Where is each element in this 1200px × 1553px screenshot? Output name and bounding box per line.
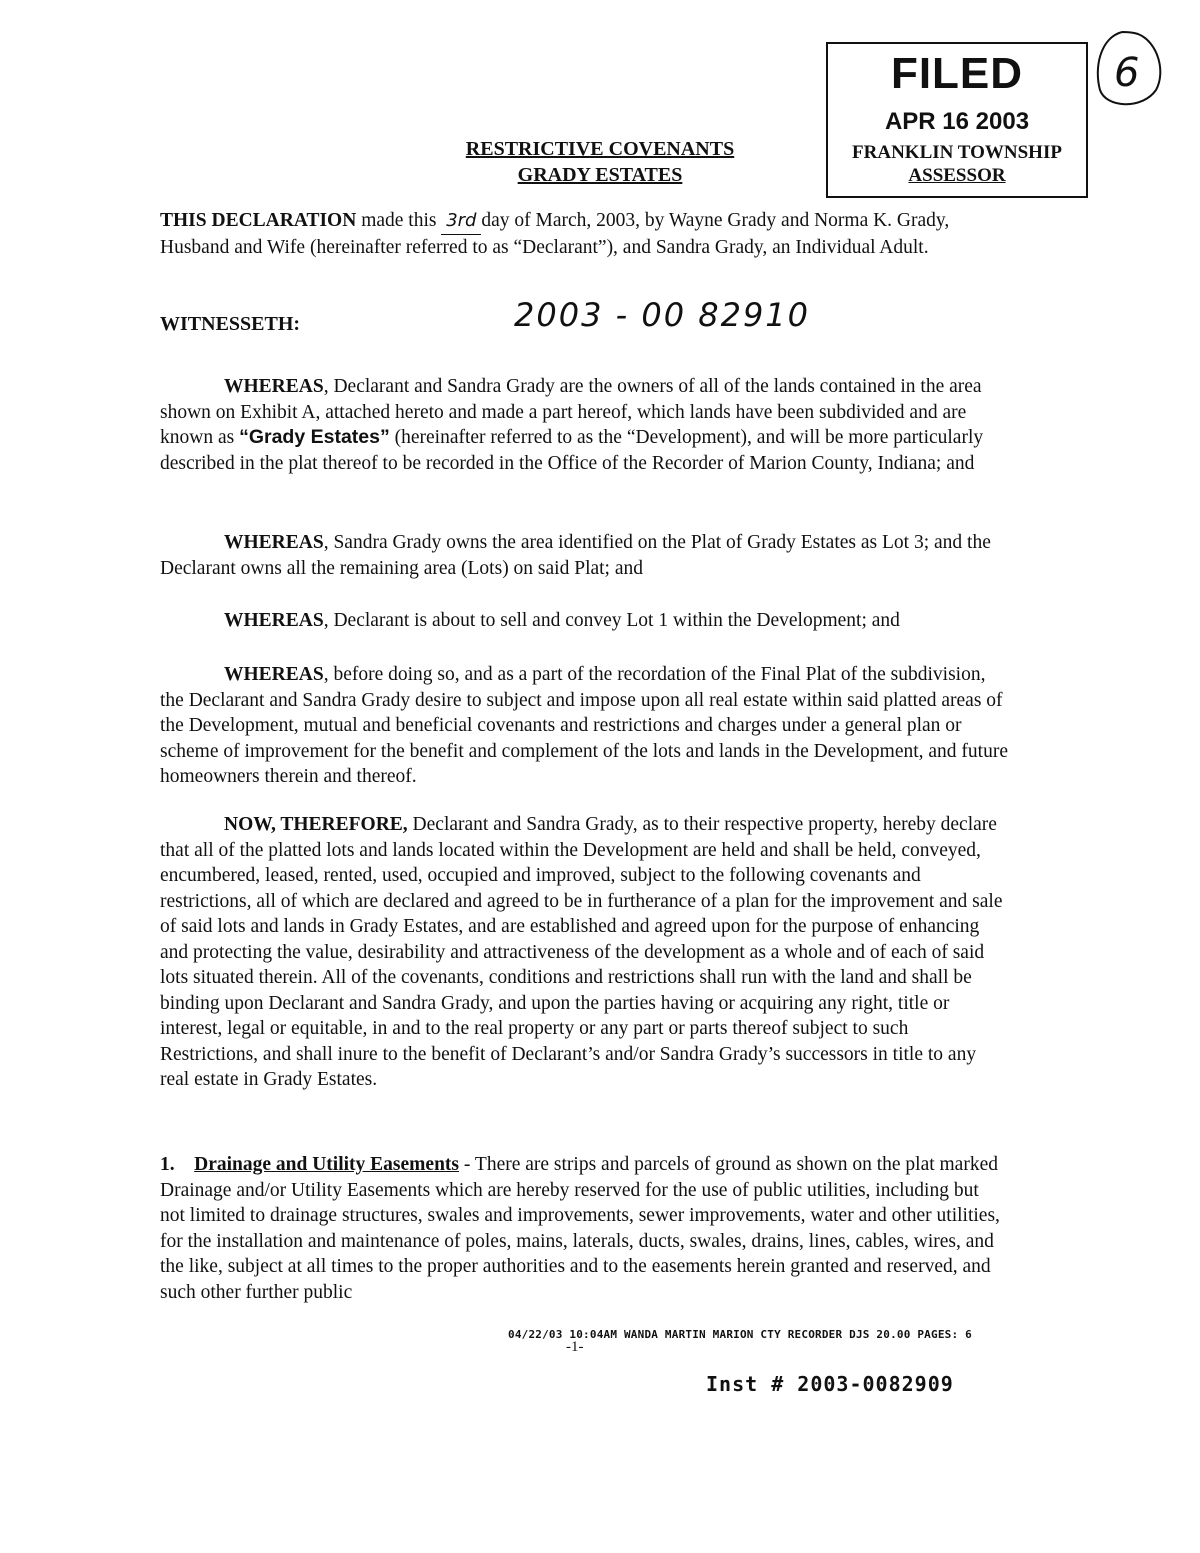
whereas-3-text: , Declarant is about to sell and convey Lot 1 within the Development; and bbox=[323, 610, 900, 631]
declaration-rest: day of March, 2003, by Wayne Grady and Norma K. Grady, Husband and Wife (hereinafter referred to as “Declarant”), and Sandra Grady, an Individual Adult. bbox=[160, 210, 950, 258]
whereas-1-lead: WHEREAS bbox=[224, 376, 324, 397]
whereas-paragraph-1 bbox=[160, 374, 1008, 476]
declaration-day-handwritten: 3rd bbox=[441, 208, 481, 235]
title-line2: GRADY ESTATES bbox=[517, 164, 683, 186]
section-1-dash: - bbox=[459, 1154, 475, 1175]
declaration-paragraph bbox=[160, 208, 1008, 260]
stamp-office-line2: ASSESSOR bbox=[908, 165, 1006, 186]
section-1-paragraph bbox=[160, 1152, 1008, 1305]
stamp-date: APR 16 2003 bbox=[884, 108, 1030, 135]
whereas-paragraph-2 bbox=[160, 530, 1008, 581]
instrument-number: Inst # 2003-0082909 bbox=[706, 1372, 954, 1396]
stamp-filed-text: FILED bbox=[890, 49, 1024, 98]
handwritten-document-number: 2003 - 00 82910 bbox=[514, 296, 811, 334]
document-title bbox=[440, 136, 760, 188]
page-marker-text: 6 bbox=[1114, 50, 1140, 96]
whereas-4-text: , before doing so, and as a part of the recordation of the Final Plat of the subdivision, the Declarant and Sandra Grady desire to subject and impose upon all real estate within said platted areas of the Development, mutual and beneficial covenants and restrictions and charges under a general plan or scheme of improvement for the benefit and complement of the lots and lands in the Development, and future homeowners therein and thereof. bbox=[160, 664, 1008, 787]
declaration-made-this: made this bbox=[356, 210, 442, 231]
recorder-stamp-line: 04/22/03 10:04AM WANDA MARTIN MARION CTY RECORDER DJS 20.00 PAGES: 6 bbox=[508, 1328, 972, 1341]
section-1-number: 1. bbox=[160, 1154, 175, 1175]
handwritten-page-marker bbox=[1092, 28, 1164, 110]
page-number: -1- bbox=[566, 1339, 584, 1355]
section-1-heading: Drainage and Utility Easements bbox=[194, 1154, 459, 1175]
whereas-2-text: , Sandra Grady owns the area identified on the Plat of Grady Estates as Lot 3; and the Declarant owns all the remaining area (Lots) on said Plat; and bbox=[160, 532, 991, 579]
whereas-2-lead: WHEREAS bbox=[224, 532, 324, 553]
stamp-office-line1: FRANKLIN TOWNSHIP bbox=[852, 142, 1062, 163]
now-therefore-text: Declarant and Sandra Grady, as to their respective property, hereby declare that all of the platted lots and lands located within the Development are held and shall be held, conveyed, encumbered, leased, rented, used, occupied and improved, subject to the following covenants and restrictions, all of which are declared and agreed to be in furtherance of a plan for the improvement and sale of said lots and lands in Grady Estates, and are established and agreed upon for the purpose of enhancing and protecting the value, desirability and attractiveness of the development as a whole and of each of said lots situated therein. All of the covenants, conditions and restrictions shall run with the land and shall be binding upon Declarant and Sandra Grady, and upon the parties having or acquiring any right, title or interest, legal or equitable, in and to the real property or any part or parts thereof subject to such Restrictions, and shall inure to the benefit of Declarant’s and/or Sandra Grady’s successors in title to any real estate in Grady Estates. bbox=[160, 814, 1003, 1090]
whereas-paragraph-3 bbox=[160, 608, 1008, 634]
whereas-1-text2: (hereinafter referred to as the “Development), and will be more particularly described in the plat thereof to be recorded in the Office of the Recorder of Marion County, Indiana; and bbox=[160, 427, 984, 474]
now-therefore-lead: NOW, THEREFORE, bbox=[224, 814, 408, 835]
whereas-1-name: “Grady Estates” bbox=[239, 426, 390, 448]
title-line1: RESTRICTIVE COVENANTS bbox=[465, 138, 735, 160]
whereas-1-text1: , Declarant and Sandra Grady are the owners of all of the lands contained in the area shown on Exhibit A, attached hereto and made a part hereof, which lands have been subdivided and are known as bbox=[160, 376, 982, 448]
section-1-text: There are strips and parcels of ground as shown on the plat marked Drainage and/or Utility Easements which are hereby reserved for the use of public utilities, including but not limited to drainage structures, swales and improvements, sewer improvements, water and other utilities, for the installation and maintenance of poles, mains, laterals, ducts, swales, drains, lines, cables, wires, and the like, subject at all times to the proper authorities and to the easements herein granted and reserved, and such other further public bbox=[160, 1154, 1000, 1303]
declaration-lead: THIS DECLARATION bbox=[160, 210, 357, 231]
filed-stamp bbox=[826, 42, 1088, 198]
witnesseth-label: WITNESSETH: bbox=[160, 313, 301, 335]
whereas-3-lead: WHEREAS bbox=[224, 610, 324, 631]
whereas-4-lead: WHEREAS bbox=[224, 664, 324, 685]
whereas-paragraph-4 bbox=[160, 662, 1008, 790]
now-therefore-paragraph bbox=[160, 812, 1008, 1093]
